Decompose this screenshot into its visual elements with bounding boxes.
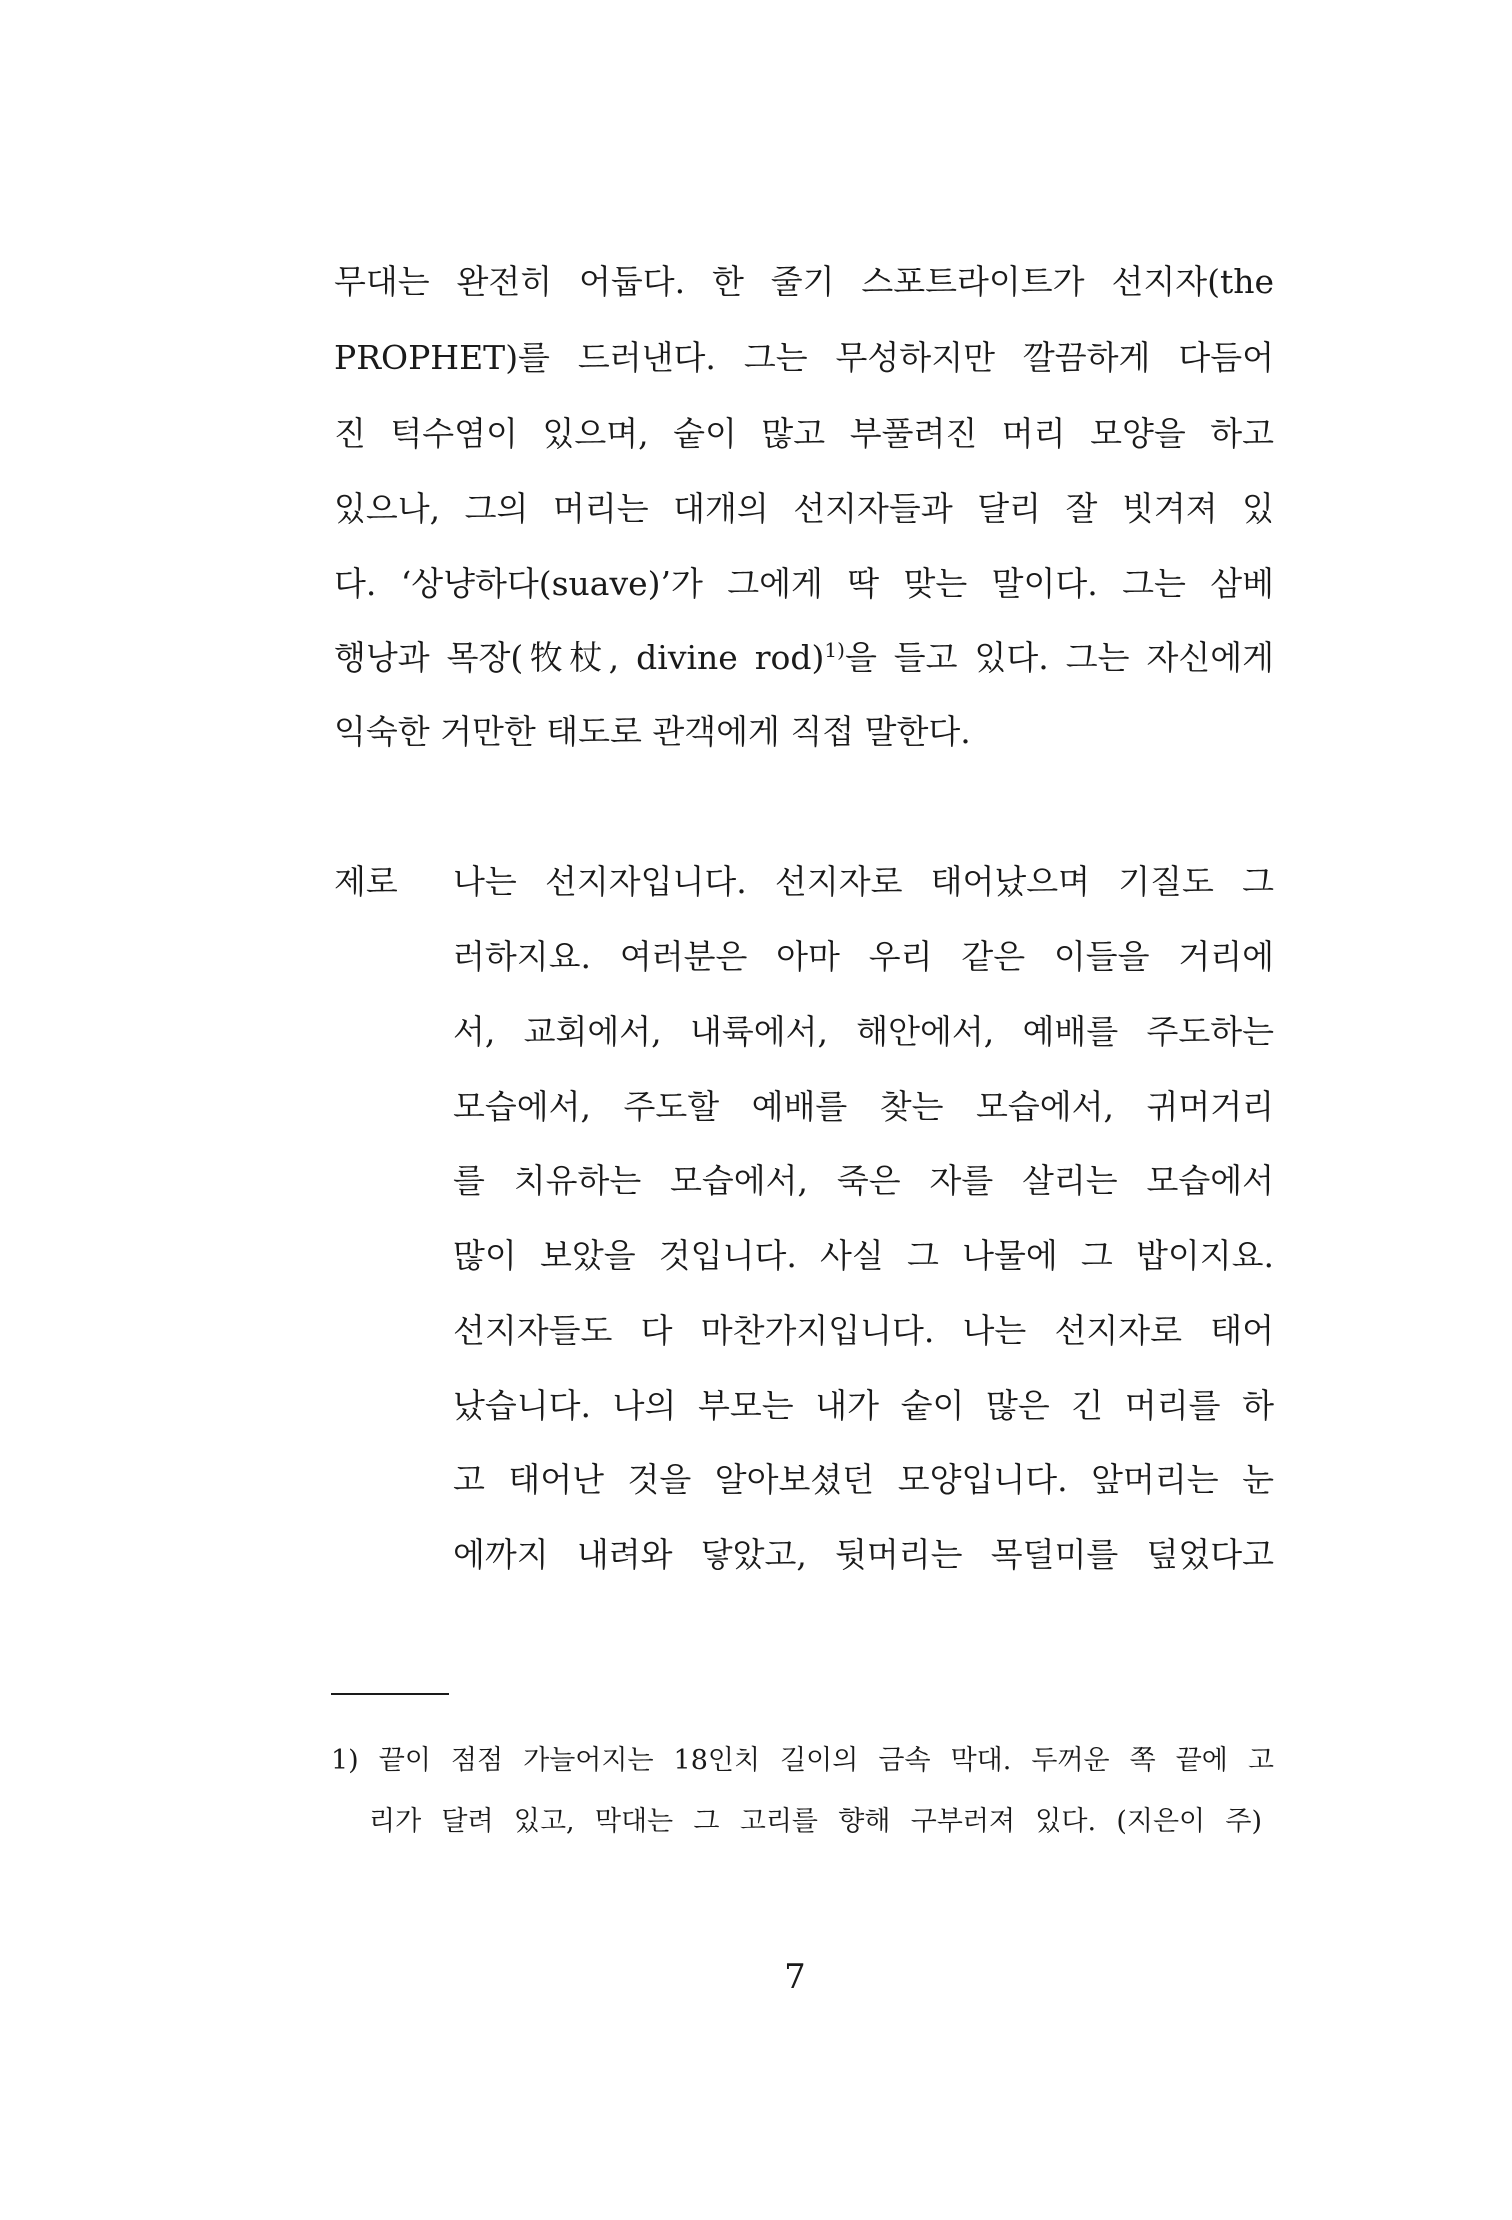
footnote-reference: 1) <box>824 638 845 662</box>
dialogue-line: 났습니다. 나의 부모는 내가 숱이 많은 긴 머리를 하 <box>453 1386 1274 1425</box>
dialogue-line: 모습에서, 주도할 예배를 찾는 모습에서, 귀머거리 <box>453 1087 1274 1126</box>
dialogue-line: 서, 교회에서, 내륙에서, 해안에서, 예배를 주도하는 <box>453 1012 1274 1051</box>
text-line: 있으나, 그의 머리는 대개의 선지자들과 달리 잘 빗겨져 있 <box>334 489 1274 528</box>
page-number: 7 <box>784 1957 806 1997</box>
dialogue-line: 나는 선지자입니다. 선지자로 태어났으며 기질도 그 <box>453 862 1274 901</box>
footnote-line: 1) 끝이 점점 가늘어지는 18인치 길이의 금속 막대. 두꺼운 쪽 끝에 고 <box>331 1745 1274 1776</box>
dialogue-line: 선지자들도 다 마찬가지입니다. 나는 선지자로 태어 <box>453 1311 1274 1350</box>
text-line: 다. ‘상냥하다(suave)’가 그에게 딱 맞는 말이다. 그는 삼베 <box>334 564 1274 603</box>
footnote-divider <box>331 1693 449 1695</box>
text-line <box>334 620 1274 695</box>
text-line: PROPHET)를 드러낸다. 그는 무성하지만 깔끔하게 다듬어 <box>334 338 1274 377</box>
dialogue-line: 를 치유하는 모습에서, 죽은 자를 살리는 모습에서 <box>453 1161 1274 1200</box>
dialogue-line: 고 태어난 것을 알아보셨던 모양입니다. 앞머리는 눈 <box>453 1460 1274 1499</box>
dialogue-line: 에까지 내려와 닿았고, 뒷머리는 목덜미를 덮었다고 <box>453 1535 1274 1574</box>
text-segment: 행낭과 목장(牧杖, divine rod) <box>334 638 825 677</box>
footnote-line: 리가 달려 있고, 막대는 그 고리를 향해 구부러져 있다. (지은이 주) <box>369 1806 1262 1837</box>
text-line: 무대는 완전히 어둡다. 한 줄기 스포트라이트가 선지자(the <box>334 262 1274 301</box>
speaker-name: 제로 <box>334 862 398 901</box>
dialogue-line: 러하지요. 여러분은 아마 우리 같은 이들을 거리에 <box>453 937 1274 976</box>
text-line: 진 턱수염이 있으며, 숱이 많고 부풀려진 머리 모양을 하고 <box>334 414 1274 453</box>
dialogue-line: 많이 보았을 것입니다. 사실 그 나물에 그 밥이지요. <box>453 1236 1274 1275</box>
text-segment: 을 들고 있다. 그는 자신에게 <box>844 638 1274 677</box>
text-line: 익숙한 거만한 태도로 관객에게 직접 말한다. <box>334 712 971 751</box>
